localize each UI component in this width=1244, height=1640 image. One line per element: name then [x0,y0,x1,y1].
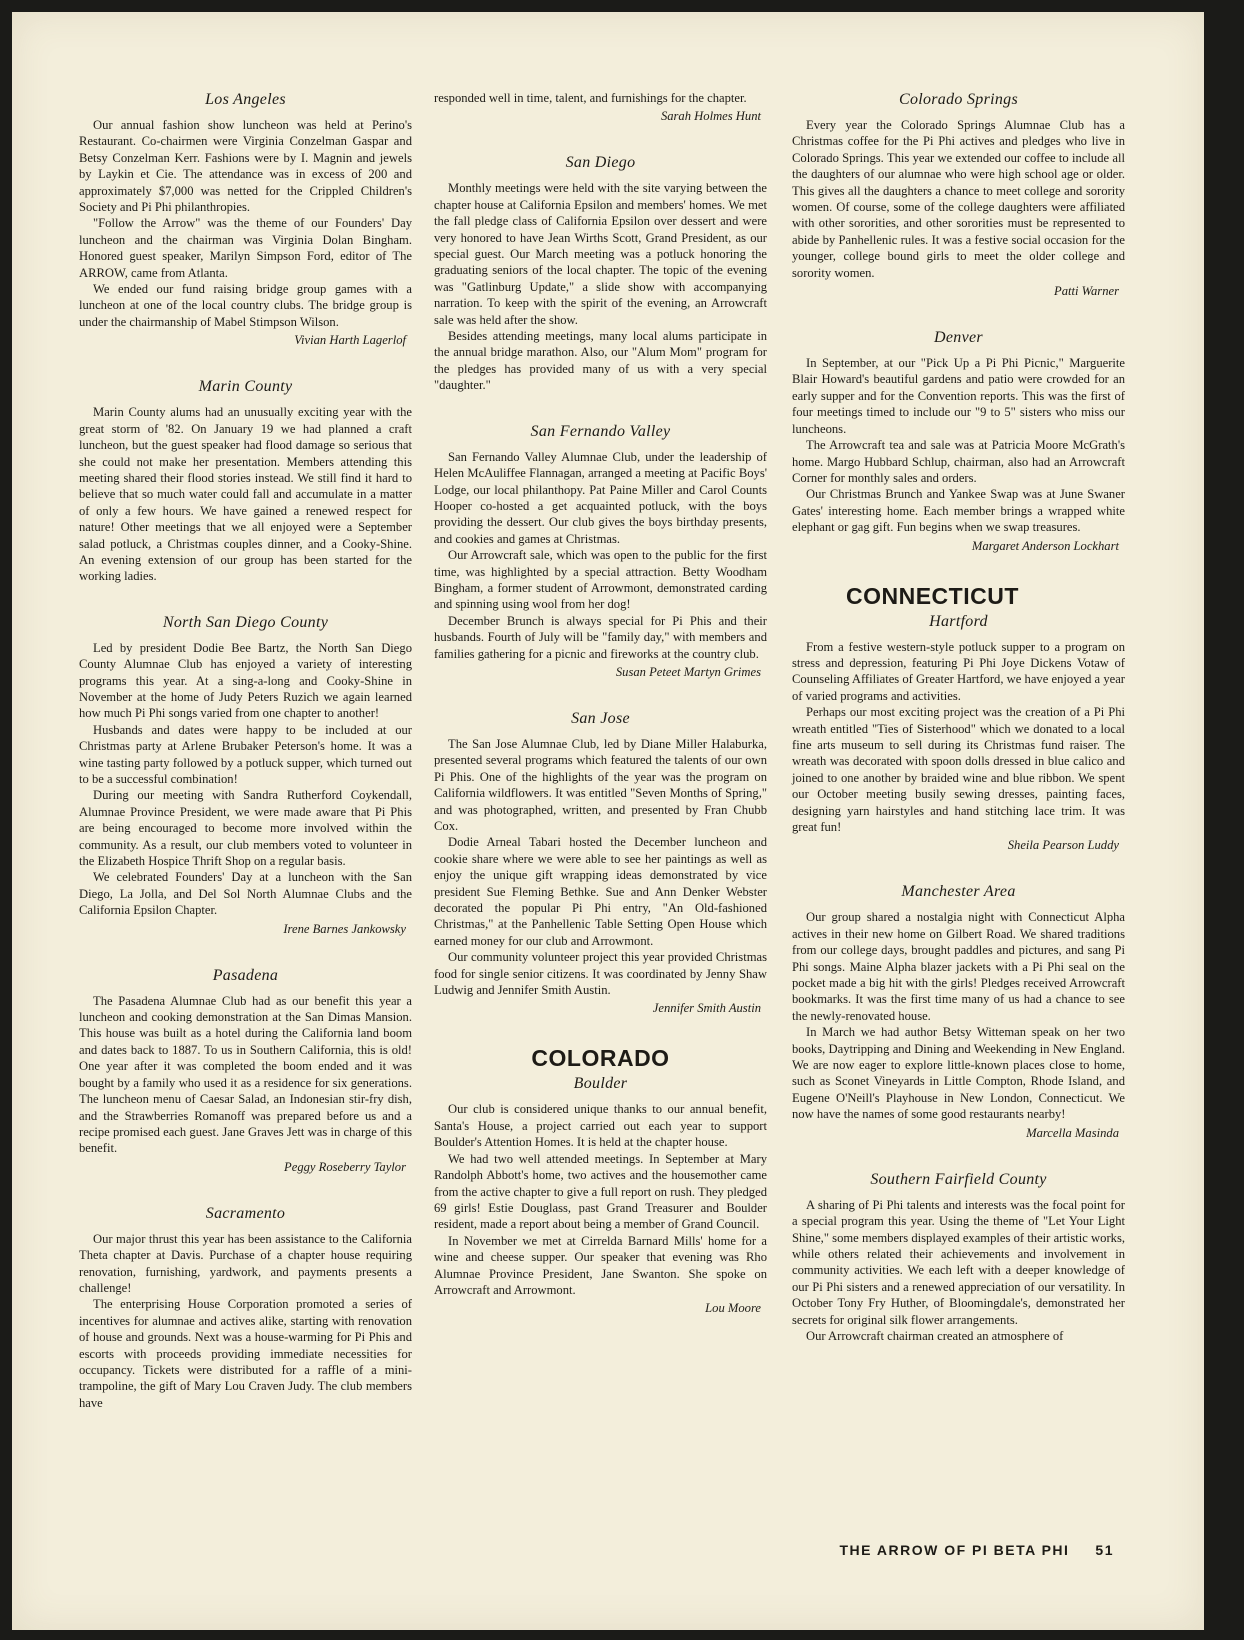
author-signature: Margaret Anderson Lockhart [971,538,1119,553]
paragraph: "Follow the Arrow" was the theme of our Founders' Day luncheon and the chairman was Virginia Dolan Bingham. Honored guest speaker, Marilyn Simpson Ford, editor of The ARROW, came from Atlanta. [79,216,412,280]
section-heading-san-jose: San Jose [571,709,630,727]
paragraph: San Fernando Valley Alumnae Club, under the leadership of Helen McAuliffee Flannagan, arranged a meeting at Pacific Boys' Lodge, our local philanthopy. Pat Paine Miller and Carol Counts Hooper co-hosted a get acquainted potluck, with the boys providing the dessert. Our club gives the boys birthday presents, and cookies and games at Christmas. [434,449,767,546]
paragraph: In March we had author Betsy Witteman speak on her two books, Daytripping and Dining and Weekending in New England. We are now eager to explore little-known places close to home, such as Sconet Vineyards in Little Compton, Rhode Island, and Eugene O'Neill's Playhouse in New London, Connecticut. We now have the names of some good restaurants nearby! [792,1025,1125,1122]
paragraph: Husbands and dates were happy to be included at our Christmas party at Arlene Brubaker Peterson's home. It was a wine tasting party followed by a potluck supper, which turned out to be a successful combination! [79,722,412,786]
paragraph: The Arrowcraft tea and sale was at Patricia Moore McGrath's home. Margo Hubbard Schlup, chairman, also had an Arrowcraft Corner for monthly sales and orders. [792,438,1125,485]
state-heading-colorado: COLORADO [531,1045,670,1072]
author-signature: Lou Moore [705,1301,761,1316]
section-heading-san-fernando-valley: San Fernando Valley [530,422,671,440]
section-heading-north-san-diego-county: North San Diego County [162,613,329,631]
paragraph: Our annual fashion show luncheon was held at Perino's Restaurant. Co-chairmen were Virginia Conzelman Gaspar and Betsy Conzelman Kerr. Fashions were by I. Magnin and jewels by Laykin et Cie. The attendance was in excess of 200 and approximately $7,000 was netted for the Crippled Children's Society and Pi Phi philanthropies. [79,118,412,215]
paragraph: Marin County alums had an unusually exciting year with the great storm of '82. On January 19 we had planned a craft luncheon, but the guest speaker had flood damage so serious that she could not make her presentation. Members attending this meeting shared their flood stories instead. We still find it hard to believe that so much water could fall and accumulate in a matter of only a few hours. We have gained a renewed respect for nature! Other meetings that we all enjoyed were a September salad potluck, a Christmas couples dinner, and a Cooky-Shine. An evening extension of our group has been started for the working ladies. [79,405,412,584]
paragraph: A sharing of Pi Phi talents and interests was the focal point for a special program this year. Using the theme of "Let Your Light Shine," some members displayed examples of their artistic works, while others related their achievements and involvement in community activities. We each left with a deeper knowledge of our Pi Phi sisters and a renewed appreciation of our versatility. In October Tony Fry Huther, of Bloomingdale's, demonstrated her secrets for original silk flower arrangements. [792,1197,1125,1327]
paragraph: In September, at our "Pick Up a Pi Phi Picnic," Marguerite Blair Howard's beautiful gardens and patio were crowded for an early supper and for the Convention reports. This was the first of four meetings timed to include our "9 to 5" sisters who miss our luncheons. [792,356,1125,436]
paragraph: Led by president Dodie Bee Bartz, the North San Diego County Alumnae Club has enjoyed a variety of interesting programs this year. At a sing-a-long and Cooky-Shine in November at the home of Judy Peters Ruzich we again learned how much Pi Phi songs varied from one chapter to another! [79,640,412,721]
paragraph: Our Arrowcraft sale, which was open to the public for the first time, was highlighted by a special attraction. Betty Woodham Bingham, a former student of Arrowmont, demonstrated carding and spinning using wool from her dog! [434,548,767,612]
section-heading-pasadena: Pasadena [212,966,279,984]
column-1 [79,90,412,1411]
section-heading-colorado-springs: Colorado Springs [898,91,1019,108]
paragraph: Perhaps our most exciting project was the creation of a Pi Phi wreath entitled "Ties of Sisterhood" which we donated to a local fine arts museum to sell during its Christmas fund raiser. The wreath was decorated with spoon dolls dressed in blue calico and joined to one another by braided wine and blue ribbon. We spent our October meeting busily sewing dresses, painting faces, designing yarn hairstyles and hand stitching lace trim. It was great fun! [792,705,1125,834]
paragraph: Besides attending meetings, many local alums participate in the annual bridge marathon. Also, our "Alum Mom" program for the pledges has provided many of us with a very special "daughter." [434,329,767,393]
paragraph: responded well in time, talent, and furnishings for the chapter. [434,91,747,105]
paragraph: The San Jose Alumnae Club, led by Diane Miller Halaburka, presented several programs which featured the talents of our own Pi Phis. One of the highlights of the year was the program on California wildflowers. It was entitled "Seven Months of Spring," and was photographed, written, and presented by Fran Chubb Cox. [434,736,767,833]
section-heading-hartford: Hartford [929,612,988,630]
paragraph: Our Christmas Brunch and Yankee Swap was at June Swaner Gates' interesting home. Each member brings a wrapped white elephant or gag gift. Fun begins when we swap treasures. [792,487,1125,535]
author-signature: Susan Peteet Martyn Grimes [615,664,761,679]
paragraph: In November we met at Cirrelda Barnard Mills' home for a wine and cheese supper. Our speaker that evening was Rho Alumnae Province President, Jane Swanton. She spoke on Arrowcraft and Arrowmont. [434,1233,767,1297]
paragraph: Our major thrust this year has been assistance to the California Theta chapter at Davis. Purchase of a chapter house requiring renovation, furnishing, yardwork, and payments presents a challenge! [79,1231,412,1295]
section-heading-marin-county: Marin County [198,378,293,396]
magazine-page [12,12,1204,1630]
section-heading-manchester-area: Manchester Area [901,883,1016,901]
paragraph: Our club is considered unique thanks to our annual benefit, Santa's House, a project carried out each year to support Boulder's Attention Homes. It is held at the chapter house. [434,1102,767,1150]
author-signature: Irene Barnes Jankowsky [283,921,406,936]
author-signature: Sarah Holmes Hunt [660,109,761,124]
section-heading-san-diego: San Diego [565,154,636,172]
page-number: 51 [1095,1542,1114,1558]
column-2 [434,90,767,1317]
footer-title: THE ARROW OF PI BETA PHI [839,1542,1070,1558]
paragraph: Monthly meetings were held with the site varying between the chapter house at California Epsilon and members' homes. We met the fall pledge class of California Epsilon over dessert and were very honored to have Jean Wirths Scott, Grand President, as our special guest. Our March meeting was a potluck honoring the graduating seniors of the local chapter. The topic of the evening was "Gatlinburg Update," a slide show with accompanying narration. To keep with the spirit of the evening, an Arrowcraft sale was held after the show. [434,181,767,327]
paragraph: We had two well attended meetings. In September at Mary Randolph Abbott's home, two actives and the housemother came from the active chapter to give a full report on rush. They pledged 69 girls! Estie Douglass, past Grand Treasurer and Boulder resident, made a report about being a member of Grand Council. [434,1151,767,1232]
column-3 [792,90,1125,1344]
paragraph: Our group shared a nostalgia night with Connecticut Alpha actives in their new home on Gilbert Road. We shared traditions from our college days, brought paddles and pictures, and sang Pi Phi songs. Maine Alpha blazer jackets with a Pi Phi seal on the pocket made a big hit with the girls! Pledges received Arrowcraft bookmarks. It was the first time many of us had a chance to see the newly-renovated house. [792,910,1125,1023]
author-signature: Sheila Pearson Luddy [1007,838,1119,853]
section-heading-denver: Denver [934,329,983,347]
section-heading-boulder: Boulder [573,1075,628,1093]
paragraph: Our Arrowcraft chairman created an atmosphere of [806,1328,1064,1343]
section-heading-sacramento: Sacramento [205,1204,286,1222]
state-heading-connecticut: CONNECTICUT [846,582,1019,609]
section-heading-southern-fairfield-county: Southern Fairfield County [870,1170,1047,1188]
page-footer [840,1542,1115,1558]
paragraph: Every year the Colorado Springs Alumnae Club has a Christmas coffee for the Pi Phi actives and pledges who live in Colorado Springs. This year we extended our coffee to include all the daughters of our alumnae who were high school age or older. This gives all the daughters a chance to meet college and sorority women. Of course, some of the college daughters were affiliated with other sororities, and other sororities must be represented to abide by Panhellenic rules. It was a festive social occasion for the younger, college bound girls to meet the older college and sorority women. [792,118,1125,280]
paragraph: December Brunch is always special for Pi Phis and their husbands. Fourth of July will be "family day," with members and families gathering for a picnic and fireworks at the country club. [434,613,767,661]
paragraph: Dodie Arneal Tabari hosted the December luncheon and cookie share where we were able to see her paintings as well as enjoy the unique gift wrapping ideas demonstrated by vice president Sue Fleming Bethke. Sue and Ann Denker Webster decorated the popular Pi Phi entry, "An Old-fashioned Christmas," at the Panhellenic Table Setting Open House which earned money for our club and Arrowmont. [434,835,767,948]
paragraph: We celebrated Founders' Day at a luncheon with the San Diego, La Jolla, and Del Sol North Alumnae Clubs and the California Epsilon Chapter. [79,870,412,918]
paragraph: During our meeting with Sandra Rutherford Coykendall, Alumnae Province President, we were made aware that Pi Phis are being encouraged to become more involved within the community. As a result, our club members voted to volunteer in the Elizabeth Hospice Thrift Shop on a regular basis. [79,788,412,869]
paragraph: The Pasadena Alumnae Club had as our benefit this year a luncheon and cooking demonstration at the San Dimas Mansion. This house was built as a hotel during the California land boom and dates back to 1887. To us in Southern California, this is old! One year after it was completed the boom ended and it was bought by a family who used it as a residence for six generations. The luncheon menu of Caesar Salad, an Indonesian stir-fry dish, and the Strawberries Romanoff was prepared before us and a recipe promised each guest. Jane Graves Jett was in charge of this benefit. [79,993,412,1156]
paragraph: The enterprising House Corporation promoted a series of incentives for alumnae and actives alike, starting with renovation of house and grounds. Next was a house-warming for Pi Phis and escorts with proceeds providing immediate necessities for occupancy. Tickets were distributed for a raffle of a mini-trampoline, the gift of Mary Lou Craven Judy. The club members have [79,1297,412,1410]
paragraph: From a festive western-style potluck supper to a program on stress and depression, featuring Pi Phi Joye Dickens Votaw of Counseling Affiliates of Greater Hartford, we have enjoyed a year of varied programs and activities. [792,639,1125,703]
paragraph: Our community volunteer project this year provided Christmas food for single senior citizens. It was coordinated by Jenny Shaw Ludwig and Jennifer Smith Austin. [434,950,767,998]
author-signature: Vivian Harth Lagerlof [294,333,406,348]
author-signature: Jennifer Smith Austin [652,1001,761,1016]
author-signature: Marcella Masinda [1026,1125,1119,1140]
author-signature: Peggy Roseberry Taylor [284,1159,406,1174]
section-heading-los-angeles: Los Angeles [205,91,286,108]
paragraph: We ended our fund raising bridge group games with a luncheon at one of the local country clubs. The bridge group is under the chairmanship of Mabel Stimpson Wilson. [79,282,412,329]
author-signature: Patti Warner [1054,284,1119,299]
